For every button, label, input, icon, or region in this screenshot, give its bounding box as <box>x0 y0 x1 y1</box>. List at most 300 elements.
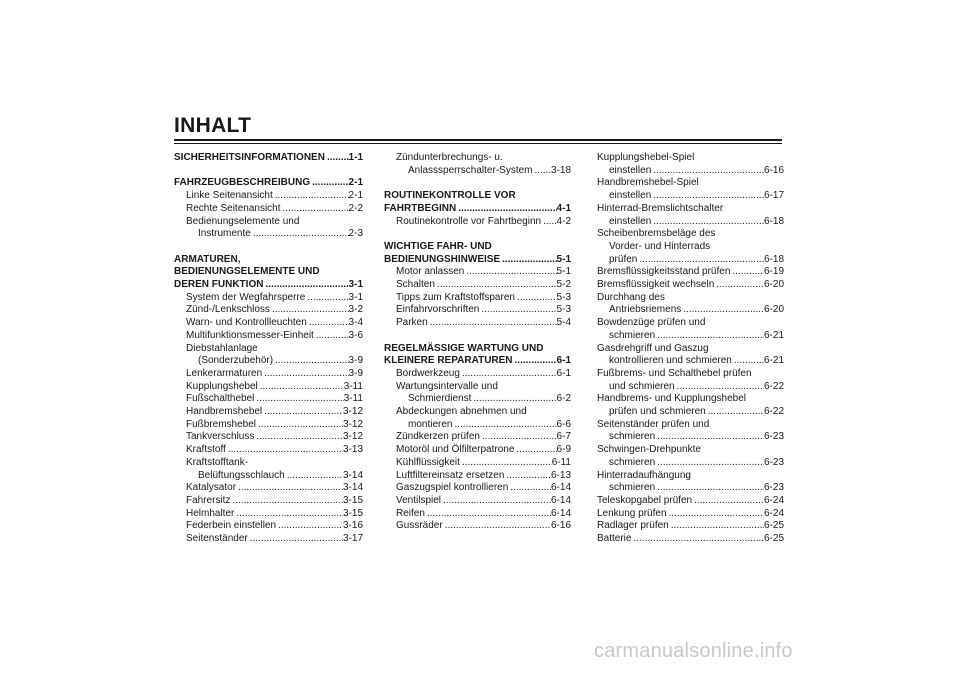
toc-entry[interactable] <box>384 470 571 483</box>
toc-entry-title: Diebstahlanlage <box>186 342 258 354</box>
toc-leader-dots <box>460 368 557 381</box>
toc-page-number: 6-18 <box>763 215 784 227</box>
toc-leader-dots <box>234 508 343 521</box>
toc-entry-title: Schmierdienst <box>408 393 472 405</box>
toc-page-number: 6-16 <box>550 520 571 532</box>
toc-entry[interactable] <box>384 431 571 444</box>
toc-entry[interactable] <box>384 406 571 419</box>
toc-page-number: 5-3 <box>556 304 571 316</box>
toc-leader-dots <box>541 216 556 229</box>
toc-entry[interactable] <box>597 520 784 533</box>
toc-entry[interactable] <box>384 444 571 457</box>
toc-entry-title: Reifen <box>396 507 425 519</box>
toc-leader-dots <box>655 330 764 343</box>
toc-page-number: 3-15 <box>342 507 363 519</box>
toc-entry[interactable] <box>597 406 784 419</box>
toc-entry[interactable] <box>174 190 363 203</box>
toc-page-number: 6-22 <box>763 406 784 418</box>
toc-entry[interactable] <box>174 292 363 305</box>
toc-entry[interactable] <box>597 482 784 495</box>
toc-leader-dots <box>692 495 764 508</box>
toc-page-number: 6-14 <box>550 482 571 494</box>
toc-entry[interactable] <box>384 381 571 394</box>
toc-entry[interactable] <box>597 470 784 483</box>
toc-entry-title: Antriebsriemens <box>609 304 682 316</box>
toc-entry[interactable] <box>384 368 571 381</box>
toc-leader-dots <box>637 254 764 267</box>
toc-entry[interactable] <box>384 520 571 533</box>
toc-leader-dots <box>452 419 556 432</box>
toc-entry[interactable] <box>174 444 363 457</box>
toc-entry-title: REGELMÄSSIGE WARTUNG UND <box>384 342 544 354</box>
toc-page-number: 2-1 <box>348 177 363 189</box>
toc-page-number: 6-14 <box>550 507 571 519</box>
toc-page-number: 5-1 <box>556 266 571 278</box>
toc-entry[interactable] <box>597 419 784 432</box>
toc-entry-title: Bremsflüssigkeitsstand prüfen <box>597 266 731 278</box>
toc-entry-title: Kühlflüssigkeit <box>396 456 460 468</box>
toc-entry[interactable] <box>174 508 363 521</box>
toc-leader-dots <box>655 431 764 444</box>
toc-leader-dots <box>285 470 343 483</box>
toc-entry[interactable] <box>597 304 784 317</box>
toc-page-number: 6-18 <box>763 253 784 265</box>
toc-entry[interactable] <box>174 495 363 508</box>
toc-entry-title: (Sonderzubehör) <box>198 355 274 367</box>
toc-entry[interactable] <box>174 216 363 229</box>
toc-leader-dots <box>471 393 556 406</box>
toc-entry[interactable] <box>597 203 784 216</box>
toc-leader-dots <box>226 444 343 457</box>
toc-entry-title: einstellen <box>609 190 652 202</box>
toc-leader-dots <box>230 495 343 508</box>
toc-leader-dots <box>667 508 764 521</box>
toc-entry[interactable] <box>384 304 571 317</box>
toc-entry-title: FAHRZEUGBESCHREIBUNG <box>174 177 311 189</box>
toc-entry-title: Rechte Seitenansicht <box>186 202 281 214</box>
toc-entry-title: Batterie <box>597 533 632 545</box>
toc-leader-dots <box>254 431 343 444</box>
toc-column-2 <box>384 152 571 533</box>
toc-page-number: 3-1 <box>348 291 363 303</box>
toc-leader-dots <box>428 317 557 330</box>
toc-page-number: 6-20 <box>763 304 784 316</box>
toc-entry-title: Wartungsintervalle und <box>396 380 498 392</box>
toc-page-number: 3-6 <box>348 329 363 341</box>
toc-entry[interactable] <box>597 533 784 546</box>
toc-entry[interactable] <box>597 368 784 381</box>
toc-leader-dots <box>248 533 343 546</box>
toc-leader-dots <box>273 190 349 203</box>
toc-entry-title: Kupplungshebel <box>186 380 258 392</box>
toc-entry[interactable] <box>174 520 363 533</box>
toc-page-number: 5-4 <box>556 317 571 329</box>
toc-entry-title: Ventilspiel <box>396 494 442 506</box>
toc-entry-title: BEDIENUNGSHINWEISE <box>384 253 501 265</box>
toc-entry-title: Gasdrehgriff und Gaszug <box>597 342 709 354</box>
toc-entry-title: KLEINERE REPARATUREN <box>384 355 513 367</box>
toc-entry-title: Einfahrvorschriften <box>396 304 480 316</box>
toc-leader-dots <box>655 482 764 495</box>
toc-entry-title: Hinterradaufhängung <box>597 469 691 481</box>
toc-entry-title: prüfen und schmieren <box>609 406 706 418</box>
toc-page-number: 3-14 <box>342 482 363 494</box>
toc-entry[interactable] <box>597 292 784 305</box>
toc-entry-title: Tankverschluss <box>186 431 255 443</box>
toc-entry[interactable] <box>597 241 784 254</box>
toc-entry-title: Tipps zum Kraftstoffsparen <box>396 291 515 303</box>
toc-page-number: 3-17 <box>342 533 363 545</box>
toc-entry-title: Linke Seitenansicht <box>186 190 273 202</box>
section-spacer <box>174 241 363 254</box>
toc-entry[interactable] <box>597 177 784 190</box>
toc-entry[interactable] <box>174 330 363 343</box>
toc-entry[interactable] <box>384 393 571 406</box>
toc-page-number: 3-4 <box>348 317 363 329</box>
toc-entry[interactable] <box>174 457 363 470</box>
toc-page-number: 5-2 <box>556 279 571 290</box>
toc-page-number: 3-15 <box>342 494 363 506</box>
toc-entry-title: SICHERHEITSINFORMATIONEN <box>174 152 325 163</box>
toc-leader-dots <box>281 203 349 216</box>
toc-entry[interactable] <box>174 533 363 546</box>
toc-entry[interactable] <box>597 317 784 330</box>
toc-entry-title: Teleskopgabel prüfen <box>597 494 693 506</box>
toc-entry-title: Lenkung prüfen <box>597 507 667 519</box>
toc-entry-title: Seitenständer prüfen und <box>597 418 710 430</box>
toc-page-number: 3-12 <box>342 406 363 418</box>
toc-column-3 <box>597 152 784 546</box>
toc-page-number: 6-21 <box>763 329 784 341</box>
toc-leader-dots <box>263 279 348 292</box>
toc-section-heading[interactable] <box>384 241 571 254</box>
toc-leader-dots <box>262 406 343 419</box>
toc-entry-title: kontrollieren und schmieren <box>609 355 732 367</box>
toc-entry[interactable] <box>597 495 784 508</box>
toc-entry[interactable] <box>384 482 571 495</box>
toc-entry[interactable] <box>174 317 363 330</box>
toc-entry-title: Handbremshebel <box>186 406 263 418</box>
toc-entry-title: Lenkerarmaturen <box>186 367 263 379</box>
toc-entry-title: Zündunterbrechungs- u. <box>396 152 503 163</box>
toc-leader-dots <box>441 495 551 508</box>
toc-leader-dots <box>270 304 349 317</box>
toc-page-number: 3-12 <box>342 418 363 430</box>
toc-entry[interactable] <box>597 393 784 406</box>
toc-entry[interactable] <box>384 216 571 229</box>
toc-entry-title: Handbremshebel-Spiel <box>597 177 699 189</box>
toc-page-number: 3-1 <box>348 279 363 290</box>
toc-entry-title: Handbrems- und Kupplungshebel <box>597 393 746 405</box>
toc-page-number: 6-9 <box>556 444 571 456</box>
toc-column-1 <box>174 152 363 546</box>
toc-entry[interactable] <box>174 228 363 241</box>
title-rule-thin <box>174 143 782 144</box>
toc-section-heading[interactable] <box>174 177 363 190</box>
toc-entry-title: Radlager prüfen <box>597 520 669 532</box>
toc-entry-title: schmieren <box>609 329 656 341</box>
toc-leader-dots <box>262 368 348 381</box>
toc-page-number: 6-16 <box>763 164 784 176</box>
toc-page-number: 6-23 <box>763 456 784 468</box>
toc-leader-dots <box>460 457 552 470</box>
toc-page-number: 6-24 <box>763 507 784 519</box>
toc-entry[interactable] <box>384 266 571 279</box>
toc-leader-dots <box>456 203 556 216</box>
toc-leader-dots <box>305 292 348 305</box>
toc-page-number: 6-14 <box>550 494 571 506</box>
toc-entry-title: Anlasssperrschalter-System <box>408 164 533 176</box>
toc-entry[interactable] <box>384 419 571 432</box>
toc-page-number: 6-25 <box>763 520 784 532</box>
section-spacer <box>384 228 571 241</box>
toc-entry-title: schmieren <box>609 456 656 468</box>
toc-entry-title: und schmieren <box>609 380 675 392</box>
toc-leader-dots <box>425 508 551 521</box>
toc-leader-dots <box>514 444 556 457</box>
toc-entry-title: Bowdenzüge prüfen und <box>597 317 706 329</box>
toc-page-number: 5-1 <box>556 253 571 265</box>
toc-entry[interactable] <box>174 406 363 419</box>
toc-entry[interactable] <box>597 355 784 368</box>
toc-entry-title: Seitenständer <box>186 533 248 545</box>
toc-page-number: 6-6 <box>556 418 571 430</box>
toc-entry-title: Abdeckungen abnehmen und <box>396 406 527 418</box>
toc-leader-dots <box>504 470 551 483</box>
section-spacer <box>174 165 363 178</box>
toc-page-number: 6-1 <box>556 355 571 367</box>
toc-entry[interactable] <box>597 457 784 470</box>
toc-entry[interactable] <box>384 457 571 470</box>
toc-entry[interactable] <box>597 444 784 457</box>
toc-entry[interactable] <box>597 228 784 241</box>
toc-entry-title: Instrumente <box>198 228 251 240</box>
section-spacer <box>384 177 571 190</box>
toc-entry[interactable] <box>384 152 571 165</box>
toc-section-heading[interactable] <box>384 203 571 216</box>
toc-section-heading[interactable] <box>384 254 571 267</box>
toc-leader-dots <box>251 228 349 241</box>
toc-entry-title: Durchhang des <box>597 291 665 303</box>
toc-leader-dots <box>714 279 764 292</box>
watermark-text: carmanualsonline.info <box>594 640 793 662</box>
toc-page-number: 6-25 <box>763 533 784 545</box>
toc-leader-dots <box>681 304 764 317</box>
toc-entry[interactable] <box>597 190 784 203</box>
toc-entry[interactable] <box>384 508 571 521</box>
toc-entry-title: Helmhalter <box>186 507 235 519</box>
toc-entry[interactable] <box>597 279 784 292</box>
toc-leader-dots <box>443 520 551 533</box>
toc-page-number: 2-1 <box>348 190 363 202</box>
toc-entry-title: einstellen <box>609 164 652 176</box>
toc-entry-title: schmieren <box>609 482 656 494</box>
toc-entry[interactable] <box>174 482 363 495</box>
toc-leader-dots <box>314 330 349 343</box>
toc-entry-title: Belüftungsschlauch <box>198 469 285 481</box>
toc-entry[interactable] <box>174 419 363 432</box>
toc-page-number: 6-1 <box>556 367 571 379</box>
toc-leader-dots <box>236 482 343 495</box>
toc-leader-dots <box>513 355 557 368</box>
toc-section-heading[interactable] <box>174 266 363 279</box>
toc-leader-dots <box>310 177 348 190</box>
toc-leader-dots <box>669 520 764 533</box>
toc-leader-dots <box>325 152 349 165</box>
toc-entry[interactable] <box>174 381 363 394</box>
toc-entry-title: FAHRTBEGINN <box>384 202 457 214</box>
toc-leader-dots <box>730 266 764 279</box>
toc-entry-title: Vorder- und Hinterrads <box>609 240 711 252</box>
toc-leader-dots <box>732 355 764 368</box>
toc-page-number: 6-13 <box>550 469 571 481</box>
toc-leader-dots <box>258 381 344 394</box>
toc-entry-title: Bremsflüssigkeit wechseln <box>597 279 715 291</box>
toc-entry[interactable] <box>384 292 571 305</box>
toc-entry[interactable] <box>597 165 784 178</box>
toc-entry[interactable] <box>384 165 571 178</box>
toc-page-number: 3-9 <box>348 367 363 379</box>
toc-entry-title: Motor anlassen <box>396 266 465 278</box>
toc-entry[interactable] <box>597 330 784 343</box>
toc-leader-dots <box>651 190 764 203</box>
toc-leader-dots <box>480 431 557 444</box>
toc-entry-title: Fußschalthebel <box>186 393 255 405</box>
toc-entry[interactable] <box>174 304 363 317</box>
toc-entry[interactable] <box>174 470 363 483</box>
toc-page-number: 4-2 <box>556 215 571 227</box>
toc-leader-dots <box>532 165 551 178</box>
toc-section-heading[interactable] <box>174 279 363 292</box>
toc-leader-dots <box>500 254 556 267</box>
toc-entry-title: montieren <box>408 418 453 430</box>
toc-entry[interactable] <box>597 343 784 356</box>
toc-leader-dots <box>256 419 343 432</box>
toc-entry-title: Schalten <box>396 279 435 290</box>
toc-entry-title: prüfen <box>609 253 638 265</box>
toc-entry-title: Gaszugspiel kontrollieren <box>396 482 509 494</box>
toc-page-number: 6-24 <box>763 494 784 506</box>
page-title: INHALT <box>174 114 252 137</box>
toc-page-number: 2-2 <box>348 202 363 214</box>
toc-entry-title: Kupplungshebel-Spiel <box>597 152 695 163</box>
toc-entry-title: WICHTIGE FAHR- UND <box>384 240 492 252</box>
toc-entry-title: Gussräder <box>396 520 443 532</box>
toc-entry[interactable] <box>384 279 571 292</box>
toc-page-number: 4-1 <box>556 202 571 214</box>
toc-leader-dots <box>479 304 556 317</box>
toc-page-number: 2-3 <box>348 228 363 240</box>
toc-entry-title: Warn- und Kontrollleuchten <box>186 317 307 329</box>
toc-page-number: 3-11 <box>343 393 363 405</box>
toc-page-number: 6-21 <box>763 355 784 367</box>
toc-page-number: 6-23 <box>763 431 784 443</box>
toc-entry[interactable] <box>174 368 363 381</box>
toc-entry-title: System der Wegfahrsperre <box>186 291 306 303</box>
toc-leader-dots <box>651 165 764 178</box>
toc-leader-dots <box>675 381 764 394</box>
toc-entry-title: BEDIENUNGSELEMENTE UND <box>174 266 320 278</box>
toc-entry[interactable] <box>174 431 363 444</box>
toc-entry[interactable] <box>597 508 784 521</box>
toc-entry[interactable] <box>597 216 784 229</box>
toc-page-number: 6-19 <box>763 266 784 278</box>
toc-page-number: 3-16 <box>342 520 363 532</box>
toc-page-number: 3-9 <box>348 355 363 367</box>
toc-page-number: 3-13 <box>342 444 363 456</box>
toc-page-number: 3-18 <box>550 164 571 176</box>
toc-entry-title: Parken <box>396 317 428 329</box>
toc-entry-title: Fußbremshebel <box>186 418 257 430</box>
toc-entry-title: DEREN FUNKTION <box>174 279 264 290</box>
toc-entry[interactable] <box>597 431 784 444</box>
toc-entry-title: Zündkerzen prüfen <box>396 431 480 443</box>
toc-leader-dots <box>307 317 349 330</box>
toc-entry-title: ROUTINEKONTROLLE VOR <box>384 190 516 202</box>
toc-section-heading[interactable] <box>384 343 571 356</box>
toc-page-number: 6-20 <box>763 279 784 291</box>
toc-entry-title: Motoröl und Ölfilterpatrone <box>396 444 515 456</box>
toc-page-number: 6-11 <box>551 456 571 468</box>
toc-leader-dots <box>276 520 343 533</box>
toc-entry-title: Bedienungselemente und <box>186 215 300 227</box>
toc-leader-dots <box>706 406 764 419</box>
toc-entry-title: ARMATUREN, <box>174 253 241 265</box>
toc-entry[interactable] <box>597 266 784 279</box>
toc-page-number: 3-12 <box>342 431 363 443</box>
toc-entry-title: Katalysator <box>186 482 237 494</box>
toc-entry-title: Kraftstofftank- <box>186 456 249 468</box>
toc-entry-title: Fahrersitz <box>186 494 231 506</box>
toc-entry-title: Multifunktionsmesser-Einheit <box>186 329 314 341</box>
toc-entry-title: Federbein einstellen <box>186 520 277 532</box>
toc-entry-title: Routinekontrolle vor Fahrtbeginn <box>396 215 542 227</box>
toc-leader-dots <box>651 216 764 229</box>
toc-leader-dots <box>655 457 764 470</box>
toc-entry[interactable] <box>384 317 571 330</box>
toc-entry[interactable] <box>174 393 363 406</box>
toc-page-number: 3-2 <box>348 304 363 316</box>
toc-entry[interactable] <box>174 343 363 356</box>
toc-entry-title: Schwingen-Drehpunkte <box>597 444 701 456</box>
toc-page-number: 6-17 <box>763 190 784 202</box>
toc-entry[interactable] <box>174 203 363 216</box>
toc-entry[interactable] <box>384 495 571 508</box>
title-rule-thick <box>174 139 782 141</box>
toc-entry[interactable] <box>597 152 784 165</box>
toc-entry[interactable] <box>597 254 784 267</box>
toc-entry-title: einstellen <box>609 215 652 227</box>
section-spacer <box>384 330 571 343</box>
toc-section-heading[interactable] <box>384 190 571 203</box>
toc-leader-dots <box>435 279 557 292</box>
toc-entry-title: Scheibenbremsbeläge des <box>597 228 716 240</box>
toc-page-number: 1-1 <box>348 152 363 163</box>
toc-leader-dots <box>273 355 349 368</box>
toc-page-number: 6-7 <box>556 431 571 443</box>
toc-section-heading[interactable] <box>174 254 363 267</box>
toc-entry-title: Hinterrad-Bremslichtschalter <box>597 202 724 214</box>
toc-page-number: 6-23 <box>763 482 784 494</box>
toc-entry-title: Kraftstoff <box>186 444 226 456</box>
toc-entry[interactable] <box>174 355 363 368</box>
toc-section-heading[interactable] <box>384 355 571 368</box>
toc-leader-dots <box>631 533 764 546</box>
toc-entry-title: schmieren <box>609 431 656 443</box>
toc-section-heading[interactable] <box>174 152 363 165</box>
toc-entry-title: Bordwerkzeug <box>396 367 460 379</box>
toc-entry[interactable] <box>597 381 784 394</box>
